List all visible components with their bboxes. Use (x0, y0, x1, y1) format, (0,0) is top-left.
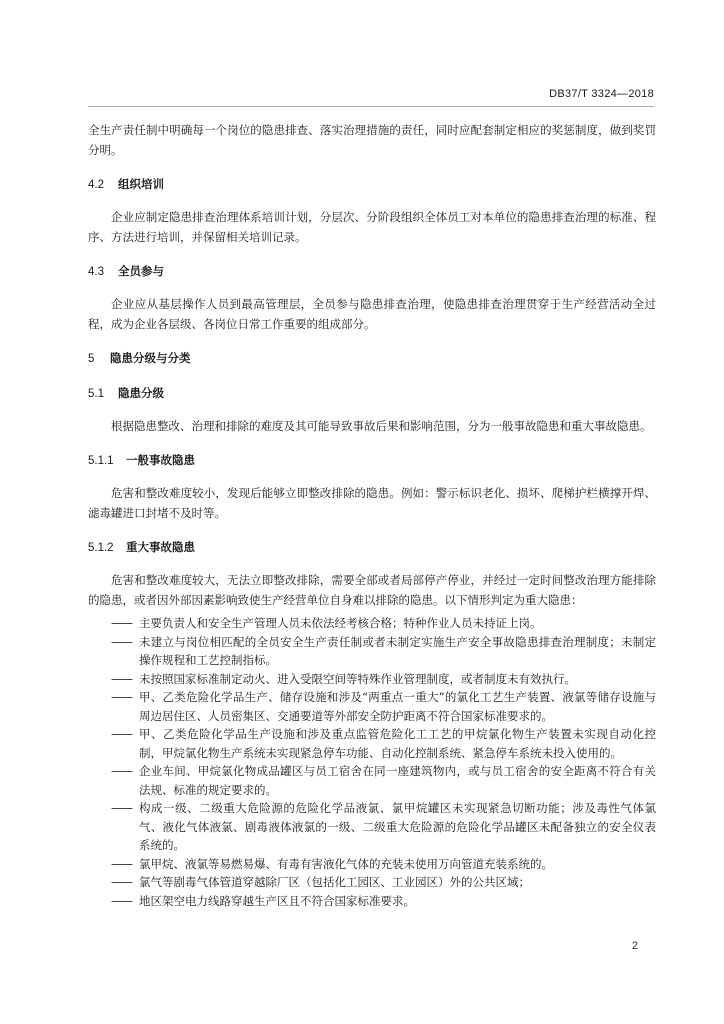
list-dash: —— (111, 671, 132, 686)
list-item-text: 甲、乙类危险化学品生产、储存设施和涉及“两重点一重大”的氯化工艺生产装置、液氯等储存设施与周边居住区、人员密集区、交通要道等外部安全防护距离不符合国家标准要求的。 (139, 690, 656, 723)
list-item-text: 主要负责人和安全生产管理人员未依法经考核合格；特种作业人员未持证上岗。 (139, 616, 542, 630)
list-dash: —— (111, 727, 132, 741)
list-item-text: 构成一级、二级重大危险源的危险化学品液氯、氯甲烷罐区未实现紧急切断功能；涉及毒性气体氯气、液化气体液氯、剧毒液体液氯的一级、二级重大危险源的危险化学品罐区未配备独立的安全仪表系统的。 (139, 801, 656, 852)
page-number: 2 (631, 940, 638, 952)
list-dash: —— (111, 801, 132, 815)
header-divider (88, 106, 654, 107)
document-body (88, 120, 656, 910)
list-dash: —— (111, 893, 132, 908)
paragraph: 危害和整改难度较小，发现后能够立即整改排除的隐患。例如：警示标识老化、损坏、爬梯护栏横撑开焊、滤毒罐进口封堵不及时等。 (88, 486, 656, 520)
paragraph: 危害和整改难度较大，无法立即整改排除，需要全部或者局部停产停业，并经过一定时间整改治理方能排除的隐患，或者因外部因素影响致使生产经营单位自身难以排除的隐患。以下情形判定为重大隐患： (88, 573, 656, 607)
list-item-text: 未按照国家标准制定动火、进入受限空间等特殊作业管理制度，或者制度未有效执行。 (139, 671, 576, 686)
list-item-text: 氯气等剧毒气体管道穿越除厂区（包括化工园区、工业园区）外的公共区域； (139, 875, 530, 889)
list-item-text: 未建立与岗位相匹配的全员安全生产责任制或者未制定实施生产安全事故隐患排查治理制度；未制定操作规程和工艺控制指标。 (139, 634, 656, 667)
list-item-text: 企业车间、甲烷氯化物成品罐区与员工宿舍在同一座建筑物内，或与员工宿舍的安全距离不符合有关法规、标准的规定要求的。 (139, 764, 656, 797)
section-number: 5.1 (88, 388, 104, 400)
paragraph: 根据隐患整改、治理和排除的难度及其可能导致事故后果和影响范围，分为一般事故隐患和重大事故隐患。 (111, 419, 652, 433)
list-item-text: 甲、乙类危险化学品生产设施和涉及重点监管危险化工工艺的甲烷氯化物生产装置未实现自动化控制，甲烷氯化物生产系统未实现紧急停车功能、自动化控制系统、紧急停车系统未投入使用的。 (139, 727, 656, 760)
paragraph: 全生产责任制中明确每一个岗位的隐患排查、落实治理措施的责任，同时应配套制定相应的奖惩制度，做到奖罚分明。 (88, 123, 656, 157)
list-item (88, 688, 656, 725)
list-item (88, 855, 656, 874)
list-dash: —— (111, 634, 132, 649)
section-number: 4.3 (88, 266, 104, 278)
section-number: 5.1.1 (88, 455, 114, 467)
section-heading-4-3 (88, 261, 656, 282)
list-item (88, 873, 656, 892)
section-title: 重大事故隐患 (126, 540, 195, 554)
paragraph: 企业应从基层操作人员到最高管理层，全员参与隐患排查治理，使隐患排查治理贯穿于生产经营活动全过程，成为企业各层级、各岗位日常工作重要的组成部分。 (88, 297, 656, 331)
section-number: 5 (88, 353, 95, 365)
paragraph: 企业应制定隐患排查治理体系培训计划，分层次、分阶段组织全体员工对本单位的隐患排查治理的标准、程序、方法进行培训，并保留相关培训记录。 (88, 210, 656, 244)
list-item-text: 地区架空电力线路穿越生产区且不符合国家标准要求。 (139, 893, 415, 908)
section-title: 一般事故隐患 (126, 453, 195, 467)
section-number: 4.2 (88, 179, 104, 191)
list-item-text: 氯甲烷、液氯等易燃易爆、有毒有害液化气体的充装未使用万向管道充装系统的。 (139, 856, 553, 871)
section-heading-5-1-2 (88, 537, 656, 558)
section-heading-4-2 (88, 174, 656, 195)
standard-code: DB37/T 3324—2018 (549, 88, 654, 100)
list-dash: —— (111, 875, 132, 889)
section-heading-5 (88, 348, 656, 369)
section-title: 全员参与 (118, 264, 164, 278)
list-item (88, 892, 656, 911)
list-item (88, 725, 656, 762)
section-title: 组织培训 (118, 177, 164, 191)
major-hazard-list (88, 614, 656, 910)
list-item (88, 633, 656, 670)
section-heading-5-1 (88, 383, 656, 404)
section-title: 隐患分级与分类 (110, 351, 191, 365)
list-dash: —— (111, 690, 132, 704)
list-dash: —— (111, 616, 132, 630)
section-title: 隐患分级 (118, 386, 164, 400)
section-heading-5-1-1 (88, 450, 656, 471)
list-item (88, 762, 656, 799)
section-number: 5.1.2 (88, 542, 114, 554)
list-dash: —— (111, 856, 132, 871)
list-item (88, 670, 656, 689)
list-item (88, 799, 656, 855)
list-dash: —— (111, 764, 132, 778)
list-item (88, 614, 656, 633)
